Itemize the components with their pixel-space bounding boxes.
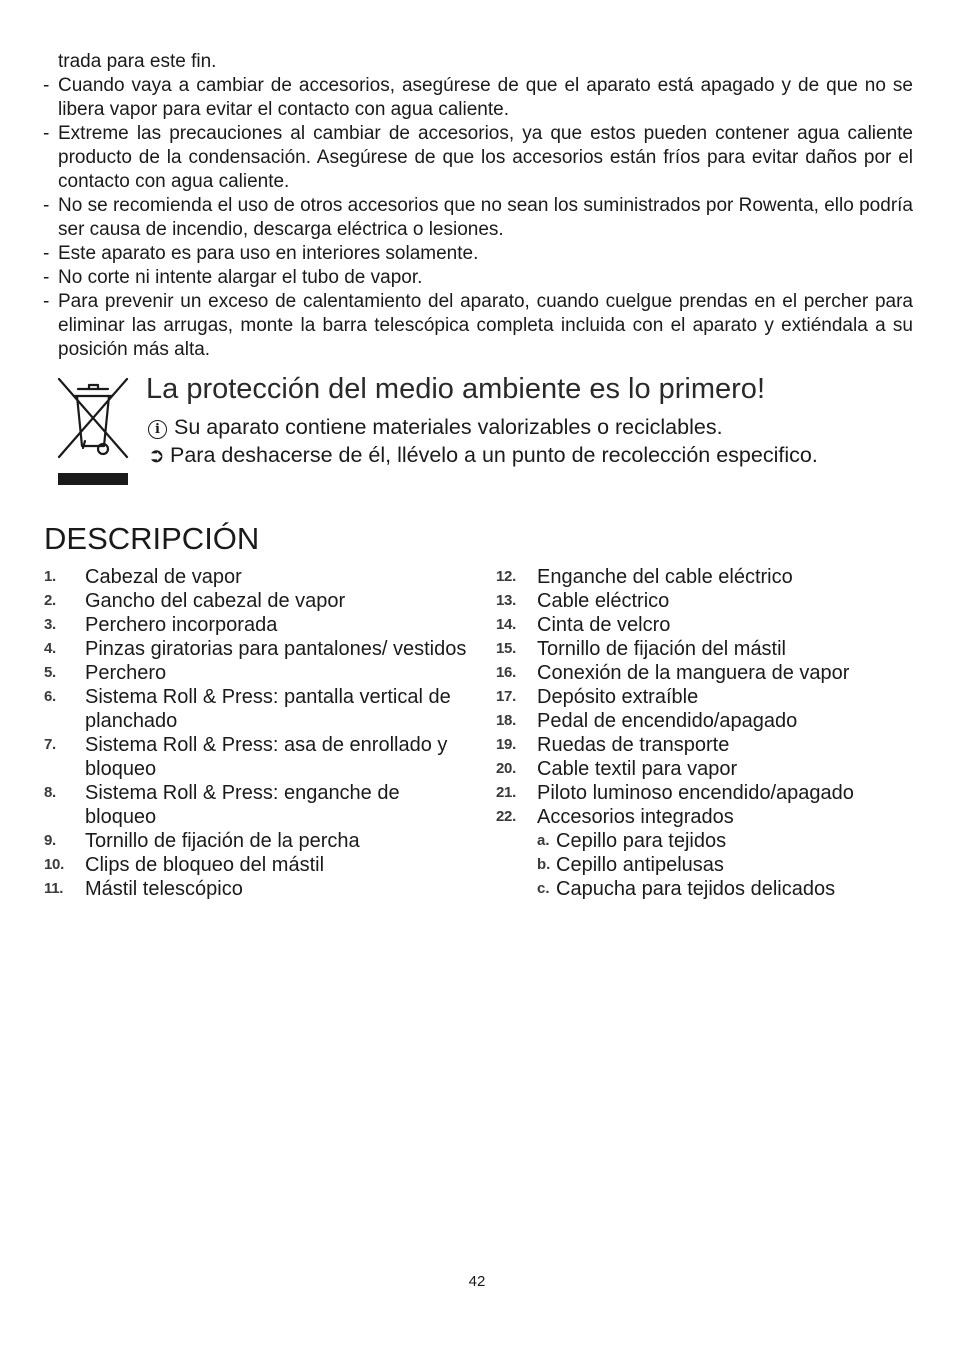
- sub-list-item: [496, 853, 916, 877]
- item-number: 2.: [44, 592, 56, 609]
- item-number: 16.: [496, 664, 516, 681]
- item-number: 11.: [44, 880, 64, 897]
- bullet-text: Cuando vaya a cambiar de accesorios, asegúrese de que el aparato está apagado y de que no se libera vapor para evitar el contacto con agua caliente.: [58, 75, 913, 120]
- environment-title: La protección del medio ambiente es lo primero!: [146, 373, 765, 405]
- list-item: [44, 685, 469, 733]
- item-text: Clips de bloqueo del mástil: [85, 854, 325, 876]
- item-text: Enganche del cable eléctrico: [537, 566, 793, 588]
- sub-item-letter: a.: [537, 832, 550, 849]
- list-item: [496, 565, 916, 589]
- disposal-text: Para deshacerse de él, llévelo a un punto de recolección especifico.: [170, 443, 818, 467]
- list-item: [44, 733, 469, 781]
- item-number: 5.: [44, 664, 56, 681]
- item-text: Cabezal de vapor: [85, 566, 242, 588]
- disposal-note: [148, 442, 818, 470]
- page-number: 42: [468, 1273, 486, 1290]
- item-text: Sistema Roll & Press: enganche de bloqueo: [85, 782, 400, 828]
- item-text: Mástil telescópico: [85, 878, 243, 900]
- safety-bullet: [43, 74, 913, 122]
- item-number: 19.: [496, 736, 516, 753]
- sub-item-letter: c.: [537, 880, 550, 897]
- arrow-circle-icon: ➲: [148, 445, 165, 467]
- bullet-text: Este aparato es para uso en interiores solamente.: [58, 243, 479, 264]
- item-number: 8.: [44, 784, 56, 801]
- sub-list-item: [496, 829, 916, 853]
- sub-item-text: Cepillo para tejidos: [556, 830, 727, 852]
- sub-list-item: [496, 877, 916, 901]
- bin-underline-bar: [58, 473, 128, 485]
- bullet-dash: -: [43, 243, 50, 264]
- item-text: Gancho del cabezal de vapor: [85, 590, 346, 612]
- safety-instructions: [43, 50, 913, 362]
- item-number: 1.: [44, 568, 56, 585]
- section-title: DESCRIPCIÓN: [44, 521, 260, 556]
- list-item: [44, 853, 469, 877]
- item-number: 22.: [496, 808, 516, 825]
- parts-list-left: [44, 565, 469, 901]
- bullet-text: Para prevenir un exceso de calentamiento del aparato, cuando cuelgue prendas en el percher para eliminar las arrugas, monte la barra telescópica completa incluida con el aparato y extiéndala a su posición más alta.: [58, 291, 913, 360]
- item-text: Accesorios integrados: [537, 806, 734, 828]
- safety-bullet: [43, 242, 913, 266]
- bullet-dash: -: [43, 267, 50, 288]
- recyclable-note: [148, 414, 723, 441]
- item-text: Sistema Roll & Press: pantalla vertical de planchado: [85, 686, 451, 732]
- list-item: [44, 829, 469, 853]
- list-item: [496, 613, 916, 637]
- bullet-dash: -: [43, 195, 50, 216]
- item-number: 15.: [496, 640, 516, 657]
- item-text: Pedal de encendido/apagado: [537, 710, 798, 732]
- item-number: 12.: [496, 568, 516, 585]
- list-item: [44, 877, 469, 901]
- item-number: 7.: [44, 736, 56, 753]
- item-text: Perchero incorporada: [85, 614, 278, 636]
- safety-bullet: [43, 290, 913, 362]
- item-number: 14.: [496, 616, 516, 633]
- item-text: Piloto luminoso encendido/apagado: [537, 782, 854, 804]
- list-item: [496, 781, 916, 805]
- item-number: 6.: [44, 688, 56, 705]
- item-number: 3.: [44, 616, 56, 633]
- list-item: [496, 733, 916, 757]
- item-number: 17.: [496, 688, 516, 705]
- environment-section: [56, 372, 916, 488]
- bullet-dash: -: [43, 291, 50, 312]
- item-text: Sistema Roll & Press: asa de enrollado y bloqueo: [85, 734, 448, 780]
- sub-item-text: Cepillo antipelusas: [556, 854, 724, 876]
- list-item: [44, 661, 469, 685]
- sub-item-text: Capucha para tejidos delicados: [556, 878, 836, 900]
- list-item: [44, 565, 469, 589]
- list-item: [496, 637, 916, 661]
- continuation-line: trada para este fin.: [58, 51, 217, 72]
- item-text: Cinta de velcro: [537, 614, 671, 636]
- bullet-text: No se recomienda el uso de otros accesorios que no sean los suministrados por Rowenta, ello podría ser causa de incendio, descarga eléctrica o lesiones.: [58, 195, 913, 240]
- recyclable-text: Su aparato contiene materiales valorizables o reciclables.: [174, 415, 723, 439]
- item-number: 13.: [496, 592, 516, 609]
- item-text: Pinzas giratorias para pantalones/ vestidos: [85, 638, 467, 660]
- item-number: 21.: [496, 784, 516, 801]
- crossed-out-wheelie-bin-icon: [56, 376, 130, 476]
- bullet-dash: -: [43, 75, 50, 96]
- info-icon: i: [148, 420, 167, 439]
- list-item: [496, 661, 916, 685]
- safety-bullet: [43, 194, 913, 242]
- bullet-dash: -: [43, 123, 50, 144]
- list-item: [496, 589, 916, 613]
- list-item: [44, 637, 469, 661]
- sub-item-letter: b.: [537, 856, 551, 873]
- parts-list-right: [496, 565, 916, 901]
- item-text: Perchero: [85, 662, 167, 684]
- list-item: [496, 805, 916, 829]
- item-number: 9.: [44, 832, 56, 849]
- item-text: Conexión de la manguera de vapor: [537, 662, 850, 684]
- safety-bullet: [43, 266, 913, 290]
- bullet-text: Extreme las precauciones al cambiar de accesorios, ya que estos pueden contener agua caliente producto de la condensación. Asegúrese de que los accesorios están fríos para evitar daños por el contacto con agua caliente.: [58, 123, 913, 192]
- list-item: [44, 589, 469, 613]
- list-item: [44, 613, 469, 637]
- item-text: Tornillo de fijación del mástil: [537, 638, 787, 660]
- safety-bullet: [43, 122, 913, 194]
- continuation-text: [43, 50, 913, 74]
- item-text: Depósito extraíble: [537, 686, 699, 708]
- item-number: 20.: [496, 760, 516, 777]
- bullet-text: No corte ni intente alargar el tubo de vapor.: [58, 267, 423, 288]
- item-number: 4.: [44, 640, 56, 657]
- item-number: 18.: [496, 712, 516, 729]
- item-text: Tornillo de fijación de la percha: [85, 830, 360, 852]
- item-text: Ruedas de transporte: [537, 734, 730, 756]
- list-item: [496, 709, 916, 733]
- item-text: Cable eléctrico: [537, 590, 670, 612]
- list-item: [496, 757, 916, 781]
- item-text: Cable textil para vapor: [537, 758, 738, 780]
- item-number: 10.: [44, 856, 64, 873]
- list-item: [496, 685, 916, 709]
- list-item: [44, 781, 469, 829]
